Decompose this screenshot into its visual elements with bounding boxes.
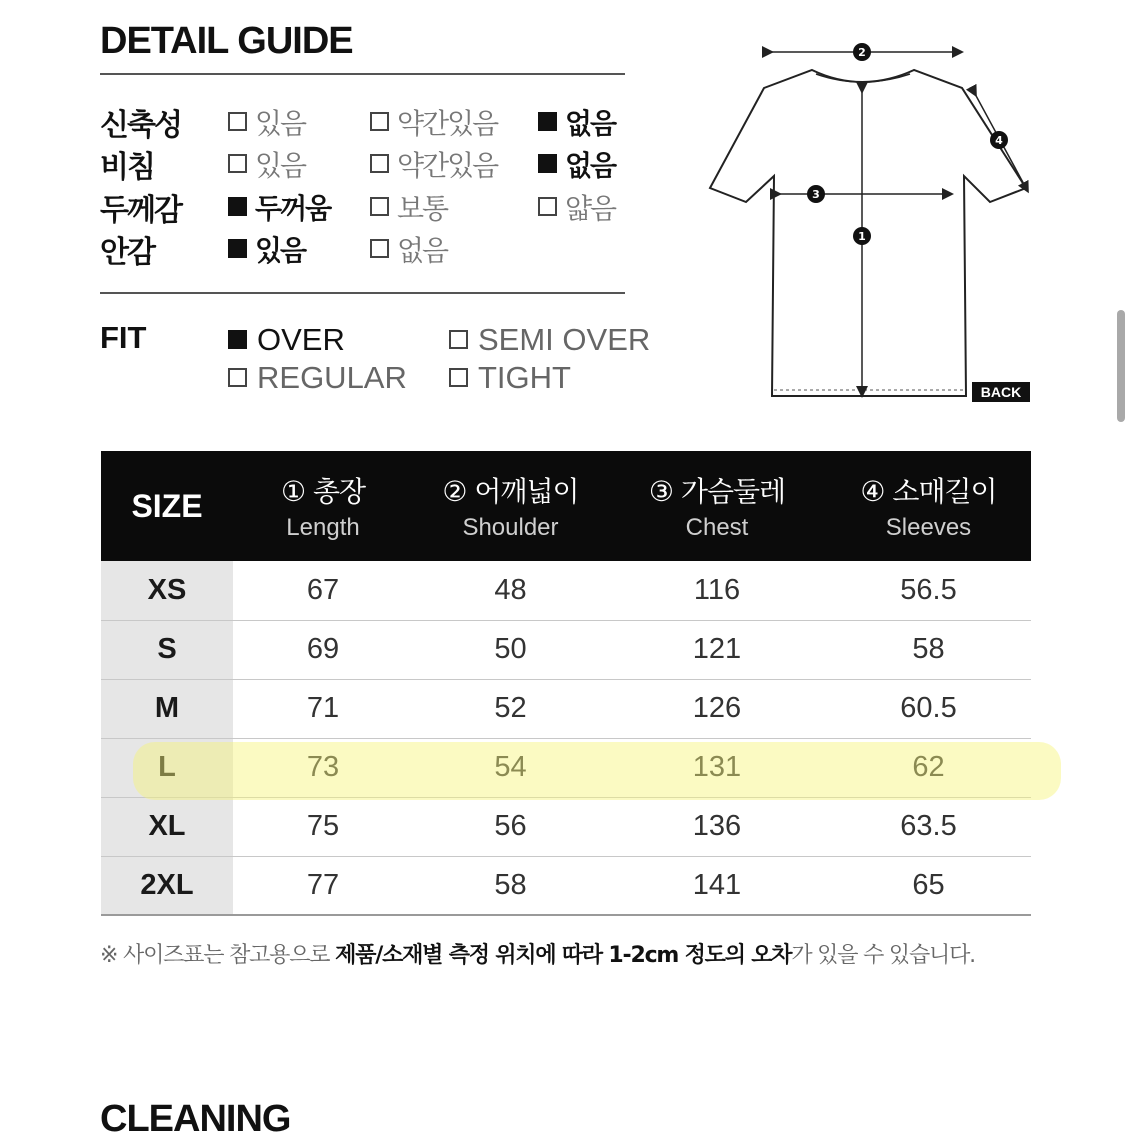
table-row bbox=[101, 561, 1031, 620]
value-cell: 126 bbox=[608, 679, 826, 738]
attr-label: 비침 bbox=[100, 150, 154, 185]
checkbox-icon bbox=[370, 154, 389, 173]
size-note: ※ 사이즈표는 참고용으로 제품/소재별 측정 위치에 따라 1-2cm 정도의 오차가 있을 수 있습니다. bbox=[100, 943, 975, 968]
checkbox-icon bbox=[370, 197, 389, 216]
attr-option: 없음 bbox=[370, 229, 447, 269]
attr-label: 안감 bbox=[100, 235, 154, 270]
value-cell: 71 bbox=[233, 679, 413, 738]
value-cell: 62 bbox=[826, 738, 1031, 797]
value-cell: 69 bbox=[233, 620, 413, 679]
header-size: SIZE bbox=[101, 451, 233, 561]
checkbox-icon bbox=[370, 112, 389, 131]
back-label: BACK bbox=[980, 384, 1022, 400]
table-row bbox=[101, 797, 1031, 856]
value-cell: 58 bbox=[826, 620, 1031, 679]
attr-option: 약간있음 bbox=[370, 144, 497, 184]
value-cell: 56.5 bbox=[826, 561, 1031, 620]
table-row bbox=[101, 856, 1031, 915]
value-cell: 58 bbox=[413, 856, 608, 915]
checkbox-icon bbox=[228, 112, 247, 131]
checkbox-icon bbox=[228, 197, 247, 216]
fit-option-semi-over: SEMI OVER bbox=[449, 322, 650, 358]
fit-option-over: OVER bbox=[228, 322, 345, 358]
header-sleeves: ④ 소매길이 Sleeves bbox=[826, 451, 1031, 561]
attr-option: 보통 bbox=[370, 187, 447, 227]
attr-label: 두께감 bbox=[100, 193, 181, 228]
header-chest: ③ 가슴둘레 Chest bbox=[608, 451, 826, 561]
size-table-header bbox=[101, 451, 1031, 561]
divider bbox=[100, 73, 625, 75]
table-row bbox=[101, 620, 1031, 679]
value-cell: 77 bbox=[233, 856, 413, 915]
cleaning-title: CLEANING bbox=[100, 1098, 291, 1135]
checkbox-icon bbox=[228, 154, 247, 173]
value-cell: 60.5 bbox=[826, 679, 1031, 738]
table-row bbox=[101, 738, 1031, 797]
value-cell: 75 bbox=[233, 797, 413, 856]
checkbox-icon bbox=[538, 112, 557, 131]
size-cell: 2XL bbox=[101, 856, 233, 915]
fit-label: FIT bbox=[100, 320, 147, 355]
checkbox-icon bbox=[228, 368, 247, 387]
checkbox-icon bbox=[370, 239, 389, 258]
marker-3-label: 3 bbox=[812, 188, 820, 201]
size-cell: XL bbox=[101, 797, 233, 856]
value-cell: 54 bbox=[413, 738, 608, 797]
value-cell: 52 bbox=[413, 679, 608, 738]
value-cell: 73 bbox=[233, 738, 413, 797]
attr-row-lining bbox=[100, 227, 640, 270]
attr-option: 있음 bbox=[228, 102, 305, 142]
value-cell: 67 bbox=[233, 561, 413, 620]
value-cell: 136 bbox=[608, 797, 826, 856]
attr-option: 있음 bbox=[228, 229, 305, 269]
checkbox-icon bbox=[538, 197, 557, 216]
attr-row-thickness bbox=[100, 185, 640, 228]
value-cell: 116 bbox=[608, 561, 826, 620]
fit-option-tight: TIGHT bbox=[449, 360, 571, 396]
value-cell: 121 bbox=[608, 620, 826, 679]
checkbox-icon bbox=[538, 154, 557, 173]
scrollbar-thumb[interactable] bbox=[1117, 310, 1125, 422]
value-cell: 131 bbox=[608, 738, 826, 797]
header-shoulder: ② 어깨넓이 Shoulder bbox=[413, 451, 608, 561]
value-cell: 65 bbox=[826, 856, 1031, 915]
size-cell: XS bbox=[101, 561, 233, 620]
attr-row-stretch bbox=[100, 100, 640, 143]
attr-option: 있음 bbox=[228, 144, 305, 184]
checkbox-icon bbox=[449, 368, 468, 387]
checkbox-icon bbox=[449, 330, 468, 349]
checkbox-icon bbox=[228, 330, 247, 349]
detail-guide-title: DETAIL GUIDE bbox=[100, 20, 353, 62]
size-cell: L bbox=[101, 738, 233, 797]
fit-option-regular: REGULAR bbox=[228, 360, 407, 396]
attr-option: 얇음 bbox=[538, 187, 615, 227]
attr-label: 신축성 bbox=[100, 108, 181, 143]
divider bbox=[100, 292, 625, 294]
checkbox-icon bbox=[228, 239, 247, 258]
value-cell: 50 bbox=[413, 620, 608, 679]
marker-2-label: 2 bbox=[858, 46, 866, 59]
attr-option: 두꺼움 bbox=[228, 187, 330, 227]
marker-4-label: 4 bbox=[995, 134, 1003, 147]
attr-option: 없음 bbox=[538, 144, 615, 184]
value-cell: 141 bbox=[608, 856, 826, 915]
value-cell: 48 bbox=[413, 561, 608, 620]
size-cell: M bbox=[101, 679, 233, 738]
value-cell: 63.5 bbox=[826, 797, 1031, 856]
header-length: ① 총장 Length bbox=[233, 451, 413, 561]
size-table bbox=[101, 451, 1031, 916]
tshirt-measurement-diagram bbox=[700, 36, 1040, 408]
attr-row-sheer bbox=[100, 142, 640, 185]
size-cell: S bbox=[101, 620, 233, 679]
value-cell: 56 bbox=[413, 797, 608, 856]
attr-option: 약간있음 bbox=[370, 102, 497, 142]
attr-option: 없음 bbox=[538, 102, 615, 142]
table-row bbox=[101, 679, 1031, 738]
marker-1-label: 1 bbox=[858, 230, 866, 243]
